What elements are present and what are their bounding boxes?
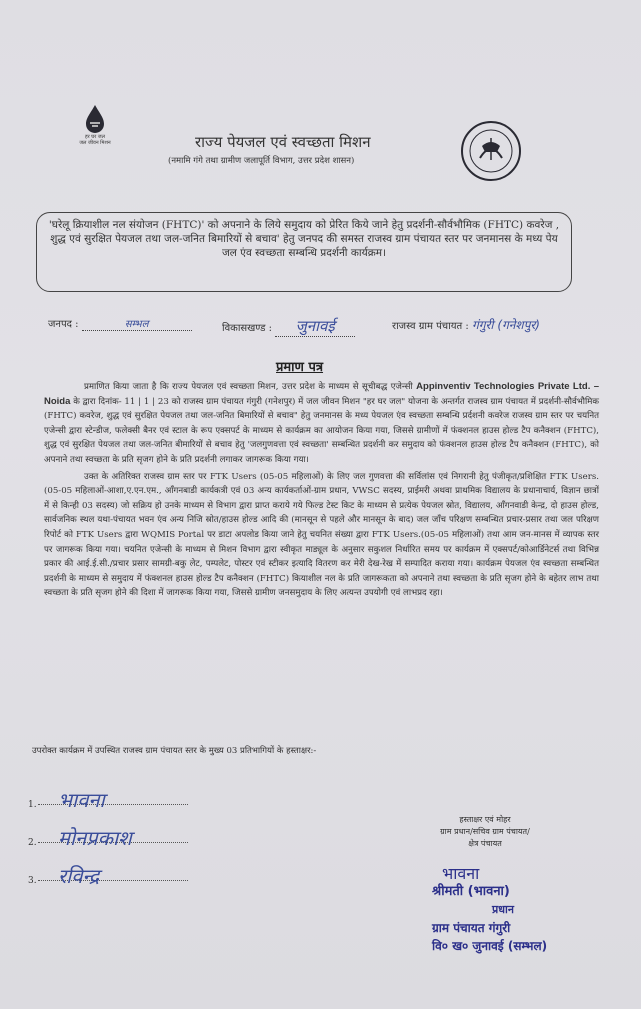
jal-jeevan-logo [66,104,124,146]
signature-text: रविन्द्र [58,864,100,888]
document-page: हर घर जल जल जीवन मिशन राज्य पेयजल एवं स्वच्छता मिशन (नमामि गंगे तथा ग्रामीण जलापूर्ति विभाग, उत्तर प्रदेश शासन) 'घरेलू क्रियाशील नल संयोजन (FHTC)' को अपनाने के लिये समुदाय को प्रेरित किये जाने हेतु प्रदर्शनी-सौर्वभौमिक (FHTC) कवरेज , शुद्ध एवं सुरक्षित पेयजल तथा जल-जनित बिमारियों से बचाव' हेतु जनपद की समस्त राजस्व ग्राम पंचायत स्तर पर जनमानस के मध्य पेय जल एंव स्वच्छता सम्बन्धि प्रदर्शनी कार्यक्रम। जनपद : सम्भल विकासखण्ड : जुनावई राजस्व ग्राम पंचायत : गंगुरी (गनेशपुर) प्रमाण पत्र प्रमाणित किया जाता है कि राज्य पेयजल एवं स्वच्छता मिशन, उत्तर प्रदेश के माध्यम से सूचीबद्ध एजेन्सी Appinventiv Technologies Private Ltd. – Noida के द्वारा दिनांक- 11 | 1 | 23 को राजस्व ग्राम पंचायत गंगुरी (गनेशपुर) में जल जीवन मिशन "हर घर जल" योजना के अन्तर्गत राजस्व ग्राम पंचायत में प्रदर्शनी-सौर्वभौमिक (FHTC) कवरेज, शुद्ध एवं सुरक्षित पेयजल तथा जल-जनित बिमारियों से बचाव" हेतु जनमानस के मध्य पेयजल एंव स्वच्छता सम्बन्धि प्रर्दशनी कवरेज राजस्व ग्राम स्तर पर चयनित एजेन्सी द्वारा स्टेन्डीज, फलेक्सी बैनर एवं स्टाल के रूप एक्सपर्ट के माध्यम से कार्यक्रम का आयोजन किया गया, जिससे ग्रामीणों में फंक्शनल हाउस होल्ड टैप कनैक्शन (FHTC), शुद्ध एवं सुरक्षित पेयजल तथा जल-जनित बीमारियों से बचाव हेतु 'जलगुणवत्ता एवं स्वच्छता' सम्बन्धित प्रदर्शनी कर समुदाय को फंक्शनल हाउस होल्ड टैप कनैक्शन (FHTC), को अपनाने तथा स्वच्छता के प्रति सृजग होने के प्रति प्रदर्शनी लगाकर जागरूक किया गया। उक्त के अतिरिक्त राजस्व ग्राम स्तर पर FTK Users (05-05 महिलाओं) के लिए जल गुणवत्ता की सर्विलांस एवं निगरानी हेतु पंजीकृत/प्रशिक्षित FTK Users.(05-05 महिलाओं-आशा,ए.एन.एम., आँगनबाडी कार्यकत्री एवं 03 अन्य कार्यकर्ताओं-ग्राम प्रधान, VWSC सदस्य, प्राईमरी अथवा प्राथमिक विद्यालय के प्रधानाचार्य, विज्ञान छात्रों में से किन्ही 03 सदस्य) जो सक्रिय हो उनके माध्यम से विभाग द्वारा प्राप्त कराये गये फिल्ड टेस्ट किट के माध्यम से प्रत्येक पेयजल स्रोत, विद्यालय, आँगनवाडी केन्द्र, दो हाउस होल्ड, सार्वजनिक स्थल यथा-पंचायत भवन एंव अन्य निजि स्रोत/हाउस होल्ड आदि की (मानसून से पहले और मानसून के बाद) जल जाँच परिक्षण सम्बन्धित प्रचार-प्रसार तथा जल परिक्षण रिपोर्ट को FTK Users द्वारा WQMIS Portal पर डाटा अपलोड किया जाने हेतु चयनित संख्या द्वारा FTK Users.(05-05 महिलाओं) तथा आम जन-मानस में व्यापक स्तर पर जागरूक किया गया। चयनित एजेन्सी के माध्यम से मिशन विभाग द्वारा स्वीकृत माड्यूल के अनुसार सकुशल निर्धारित समय पर कार्यक्रम में एक्सपर्ट/कोआर्डिनेटर्स तथा विभिन्न प्रकार की आई.ई.सी./प्रचार प्रसार सामग्री-बकु लेट, पम्पलेट, पोस्टर एवं स्टीकर इत्यादि वितरण कर मेरी देख-रेख में सम्पादित कराया गया। कार्यक्रम पेयजल एंव स्वच्छता सम्बन्धित प्रदर्शनी के माध्यम से समुदाय में फंक्शनल हाउस होल्ड टैप कनैक्शन (FHTC) कियाशील नल के प्रति जागरूकता को अपनाने तथा स्वच्छता के प्रति सृजग होने के बहेतर लाभ तथा स्वच्छता के प्रति सृजग होने की दिशा में जागरूक किया गया, जिससे ग्रामीण जनसमुदाय के लिए अत्यन्त उपयोगी एवं लाभप्रद रहा। उपरोक्त कार्यक्रम में उपस्थित राजस्व ग्राम पंचायत स्तर के मुख्य 03 प्रतिभागियों के हस्ताक्षर:- 1. भावना 2. मोनप्रकाश 3. रविन्द्र हस्ताक्षर एवं मोहर ग्राम प्रधान/सचिव ग्राम पंचायत/ क्षेत्र पंचायत भावना श्रीमती (भावना) प्रधान ग्राम पंचायत गंगुरी वि० ख० जुनावई (सम्भल) [0,0,641,1009]
mission-title: राज्य पेयजल एवं स्वच्छता मिशन [195,133,371,151]
pradhan-stamp [432,865,622,955]
authority-signature-block: हस्ताक्षर एवं मोहर ग्राम प्रधान/सचिव ग्राम पंचायत/ क्षेत्र पंचायत [440,815,530,848]
stamp-panchayat: ग्राम पंचायत गंगुरी [432,921,511,935]
body-paragraph-1: प्रमाणित किया जाता है कि राज्य पेयजल एवं स्वच्छता मिशन, उत्तर प्रदेश के माध्यम से सूचीबद्ध एजेन्सी Appinventiv Technologies Private Ltd. – Noida के द्वारा दिनांक- 11 | 1 | 23 को राजस्व ग्राम पंचायत गंगुरी (गनेशपुर) में जल जीवन मिशन "हर घर जल" योजना के अन्तर्गत राजस्व ग्राम पंचायत में प्रदर्शनी-सौर्वभौमिक (FHTC) कवरेज, शुद्ध एवं सुरक्षित पेयजल तथा जल-जनित बिमारियों से बचाव" हेतु जनमानस के मध्य पेयजल एंव स्वच्छता सम्बन्धि प्रर्दशनी कवरेज राजस्व ग्राम स्तर पर चयनित एजेन्सी द्वारा स्टेन्डीज, फलेक्सी बैनर एवं स्टाल के रूप एक्सपर्ट के माध्यम से कार्यक्रम का आयोजन किया गया, जिससे ग्रामीणों में फंक्शनल हाउस होल्ड टैप कनैक्शन (FHTC), शुद्ध एवं सुरक्षित पेयजल तथा जल-जनित बीमारियों से बचाव हेतु 'जलगुणवत्ता एवं स्वच्छता' सम्बन्धित प्रदर्शनी कर समुदाय को फंक्शनल हाउस होल्ड टैप कनैक्शन (FHTC), को अपनाने तथा स्वच्छता के प्रति सृजग होने के प्रति प्रदर्शनी लगाकर जागरूक किया गया। [44,381,600,465]
pradhan-signature: भावना [442,864,480,883]
body-paragraph-2: उक्त के अतिरिक्त राजस्व ग्राम स्तर पर FTK Users (05-05 महिलाओं) के लिए जल गुणवत्ता की सर्विलांस एवं निगरानी हेतु पंजीकृत/प्रशिक्षित FTK Users.(05-05 महिलाओं-आशा,ए.एन.एम., आँगनबाडी कार्यकत्री एवं 03 अन्य कार्यकर्ताओं-ग्राम प्रधान, VWSC सदस्य, प्राईमरी अथवा प्राथमिक विद्यालय के प्रधानाचार्य, विज्ञान छात्रों में से किन्ही 03 सदस्य) जो सक्रिय हो उनके माध्यम से विभाग द्वारा प्राप्त कराये गये फिल्ड टेस्ट किट के माध्यम से प्रत्येक पेयजल स्रोत, विद्यालय, आँगनवाडी केन्द्र, दो हाउस होल्ड, सार्वजनिक स्थल यथा-पंचायत भवन एंव अन्य निजि स्रोत/हाउस होल्ड आदि की (मानसून से पहले और मानसून के बाद) जल जाँच परिक्षण सम्बन्धित प्रचार-प्रसार तथा जल परिक्षण रिपोर्ट को FTK Users द्वारा WQMIS Portal पर डाटा अपलोड किया जाने हेतु चयनित संख्या द्वारा FTK Users.(05-05 महिलाओं) तथा आम जन-मानस में व्यापक स्तर पर जागरूक किया गया। चयनित एजेन्सी के माध्यम से मिशन विभाग द्वारा स्वीकृत माड्यूल के अनुसार सकुशल निर्धारित समय पर कार्यक्रम में एक्सपर्ट/कोआर्डिनेटर्स तथा विभिन्न प्रकार की आई.ई.सी./प्रचार प्रसार सामग्री-बकु लेट, पम्पलेट, पोस्टर एवं स्टीकर इत्यादि वितरण कर मेरी देख-रेख में सम्पादित कराया गया। कार्यक्रम पेयजल एंव स्वच्छता सम्बन्धित प्रदर्शनी के माध्यम से समुदाय में फंक्शनल हाउस होल्ड टैप कनैक्शन (FHTC) कियाशील नल के प्रति जागरूकता को अपनाने तथा स्वच्छता के प्रति सृजग होने के बहेतर लाभ तथा स्वच्छता के प्रति सृजग होने की दिशा में जागरूक किया गया, जिससे ग्रामीण जनसमुदाय के लिए अत्यन्त उपयोगी एवं लाभप्रद रहा। [44,471,599,599]
district-field [48,316,192,331]
water-drop-icon [83,104,107,134]
block-field [222,316,355,337]
signature-text: भावना [58,788,105,812]
panchayat-label: राजस्व ग्राम पंचायत : [392,321,469,332]
agency-name: Appinventiv Technologies Private Ltd. – Noida [44,381,600,407]
mission-subtitle: (नमामि गंगे तथा ग्रामीण जलापूर्ति विभाग, उत्तर प्रदेश शासन) [168,156,355,166]
panchayat-value: गंगुरी (गनेशपुर) [471,318,540,332]
program-description-box: 'घरेलू क्रियाशील नल संयोजन (FHTC)' को अपनाने के लिये समुदाय को प्रेरित किये जाने हेतु प्रदर्शनी-सौर्वभौमिक (FHTC) कवरेज , शुद्ध एवं सुरक्षित पेयजल तथा जल-जनित बिमारियों से बचाव' हेतु जनपद की समस्त राजस्व ग्राम पंचायत स्तर पर जनमानस के मध्य पेय जल एंव स्वच्छता सम्बन्धि प्रदर्शनी कार्यक्रम। [36,212,572,292]
agency-details: के द्वारा दिनांक- 11 | 1 | 23 को राजस्व ग्राम पंचायत गंगुरी (गनेशपुर) में जल जीवन मिशन "हर घर जल" योजना के अन्तर्गत राजस्व ग्राम पंचायत में प्रदर्शनी-सौर्वभौमिक (FHTC) कवरेज, शुद्ध एवं सुरक्षित पेयजल तथा जल-जनित बिमारियों से बचाव" हेतु जनमानस के मध्य पेयजल एंव स्वच्छता सम्बन्धि प्रर्दशनी कवरेज राजस्व ग्राम स्तर पर चयनित एजेन्सी द्वारा स्टेन्डीज, फलेक्सी बैनर एवं स्टाल के रूप एक्सपर्ट के माध्यम से कार्यक्रम का आयोजन किया गया, जिससे ग्रामीणों में फंक्शनल हाउस होल्ड टैप कनैक्शन (FHTC), शुद्ध एवं सुरक्षित पेयजल तथा जल-जनित बीमारियों से बचाव हेतु 'जलगुणवत्ता एवं स्वच्छता' सम्बन्धित प्रदर्शनी कर समुदाय को फंक्शनल हाउस होल्ड टैप कनैक्शन (FHTC), को अपनाने तथा स्वच्छता के प्रति सृजग होने के प्रति प्रदर्शनी लगाकर जागरूक किया गया। [44,396,599,465]
certificate-title: प्रमाण पत्र [276,360,324,375]
panchayat-field [392,316,540,333]
logo-subtext: जल जीवन मिशन [79,140,111,146]
stamp-role: प्रधान [492,903,514,916]
certificate-body [44,380,599,603]
district-value: सम्भल [82,316,192,331]
up-government-seal [460,120,522,186]
logo-text: हर घर जल [85,134,105,140]
stamp-name: श्रीमती (भावना) [432,884,510,899]
block-value: जुनावई [275,316,355,337]
seal-icon [460,120,522,182]
participants-intro: उपरोक्त कार्यक्रम में उपस्थित राजस्व ग्राम पंचायत स्तर के मुख्य 03 प्रतिभागियों के हस्ताक्षर:- [32,746,317,756]
district-label: जनपद : [48,319,79,330]
block-label: विकासखण्ड : [222,323,273,334]
signature-text: मोनप्रकाश [58,826,132,850]
stamp-block: वि० ख० जुनावई (सम्भल) [432,939,548,953]
